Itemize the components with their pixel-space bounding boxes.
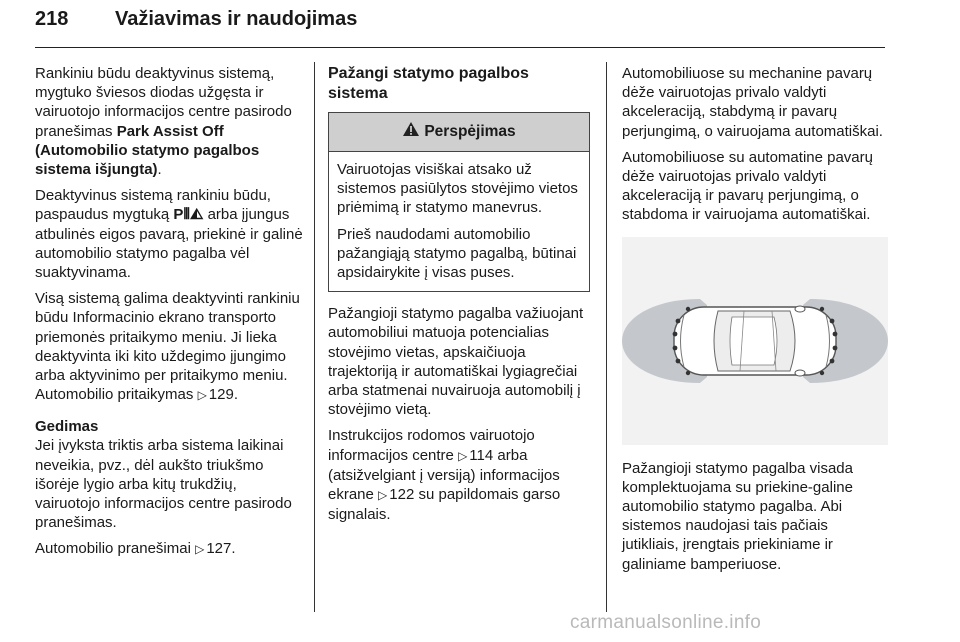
page-number: 218 [35,8,69,30]
paragraph-description: Pažangioji statymo pagalba važiuojant automobiliui matuoja potencialias stovėjimo vietas, apskaičiuoja trajektoriją ir automatiškai lygiagrečiai arba statmenai nuvairuoja automobilį į stovėjimo vietą. [328,305,584,419]
paragraph-vehicle-messages: Automobilio pranešimai ▷ 127. [35,539,303,559]
warning-title: Perspėjimas [424,123,516,141]
paragraph-full-deactivation: Visą sistemą galima deaktyvinti rankiniu būdu Informacinio ekrano transporto priemonės pritaikymo meniu. Ji lieka deaktyvinta iki kito uždegimo įjungimo arba aktyvinimo per pritaikymo meniu. Automobilio pritaikymas ▷ 129. [35,289,303,405]
paragraph-reactivation: Deaktyvinus sistemą rankiniu būdu, paspaudus mygtuką P⦀◭ arba įjungus atbulinės eigos pavarą, priekinė ir galinė automobilio statymo pagalba vėl suaktyvinama. [35,187,303,282]
column-middle [328,64,590,531]
column-right [622,64,888,581]
column-divider-2 [606,62,607,612]
paragraph-fault: Jei įvyksta triktis arba sistema laikinai neveikia, pvz., dėl aukšto triukšmo išorėje lygio arba kitų trukdžių, vairuotojo informacijos centre pasirodo pranešimas. [35,437,292,532]
page-reference-icon: ▷ [195,542,205,557]
paragraph-instructions: Instrukcijos rodomos vairuotojo informacijos centre ▷ 114 arba (atsižvelgiant į versiją) informacijos ekrane ▷ 122 su papildomais garso signalais. [328,427,561,524]
park-assist-button-icon: P⦀◭ [173,206,204,224]
page-reference-link[interactable]: 122 [389,486,415,504]
page-reference-icon: ▷ [197,388,207,403]
warning-body [329,152,589,291]
message-park-assist-off: Park Assist Off (Automobilio statymo pagalbos sistema išjungta) [35,122,260,179]
watermark: carmanualsonline.info [570,612,762,633]
paragraph-deactivation: Rankiniu būdu deaktyvinus sistemą, mygtuko šviesos diodas užgęsta ir vairuotojo informacijos centre pasirodo pranešimas Park Assist Off (Automobilio statymo pagalbos sistema išjungta). [35,65,292,179]
warning-icon [402,121,420,142]
page-reference-link[interactable]: 129. [208,386,238,404]
page-title: Važiavimas ir naudojimas [115,8,358,30]
header-rule [35,47,885,48]
page-reference-icon: ▷ [458,448,468,463]
section-heading: Pažangi statymo pagalbos sistema [328,65,529,102]
heading-gedimas: Gedimas [35,418,99,436]
warning-header [329,113,589,152]
warning-paragraph: Vairuotojas visiškai atsako už sistemos pasiūlytos stovėjimo vietos priėmimą ir statymo manevrus. [337,161,578,217]
warning-paragraph: Prieš naudodami automobilio pažangiąją statymo pagalbą, būtinai apsidairykite į visas puses. [337,225,577,282]
parking-sensor-illustration [622,237,888,445]
warning-box [328,112,590,292]
paragraph-automatic-gearbox: Automobiliuose su automatine pavarų dėže vairuotojas privalo valdyti akceleraciją ir pavarų perjungimą, o stabdoma ir vairuojama automatiškai. [622,148,873,224]
page-reference-link[interactable]: 127. [206,540,236,558]
paragraph-manual-gearbox: Automobiliuose su mechanine pavarų dėže vairuotojas privalo valdyti akceleraciją, stabdymą ir pavarų perjungimą, o vairuojama automatiškai. [622,65,883,140]
page-reference-link[interactable]: 114 [469,446,494,464]
paragraph-front-rear-assist: Pažangioji statymo pagalba visada komplektuojama su priekine-galine automobilio statymo pagalba. Abi sistemos naudojasi tais pačiais jutikliais, įrengtais priekiniame ir galiniame bamperiuose. [622,459,853,573]
page-header [35,2,885,46]
column-left [35,64,303,567]
page-reference-icon: ▷ [378,488,388,503]
column-divider-1 [314,62,315,612]
